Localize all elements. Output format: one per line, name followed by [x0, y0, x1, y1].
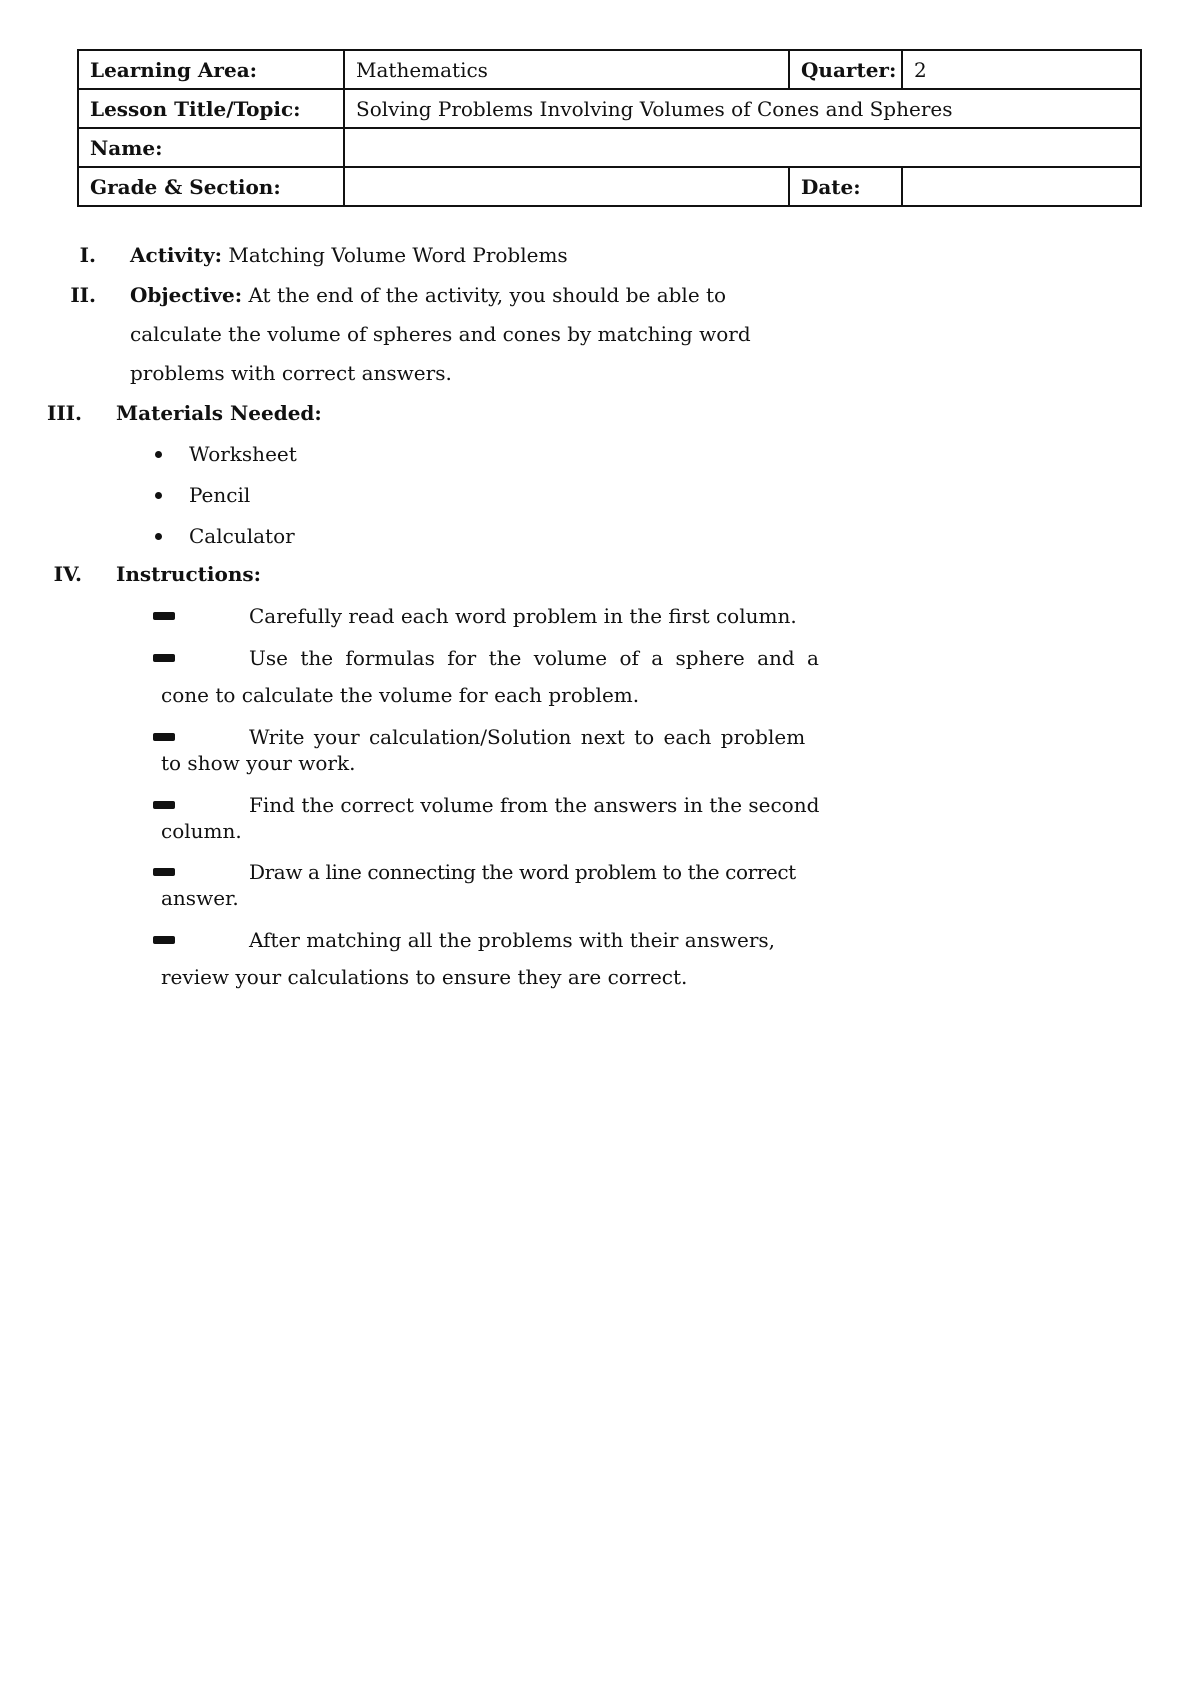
quarter-value: 2 [902, 50, 1141, 89]
objective-text: At the end of the activity, you should be able to [242, 283, 727, 307]
materials-heading: Materials Needed: [116, 401, 322, 425]
table-row [78, 128, 1141, 167]
date-field[interactable] [902, 167, 1141, 206]
name-label: Name: [78, 128, 344, 167]
activity-numeral: I. [79, 243, 96, 267]
lesson-header-table [77, 49, 1142, 207]
instruction-text: Write your calculation/Solution next to each problem [249, 725, 806, 749]
instruction-text: review your calculations to ensure they are correct. [161, 965, 688, 989]
table-row [78, 167, 1141, 206]
dash-bullet-icon [153, 733, 175, 741]
objective-text: calculate the volume of spheres and cones by matching word [130, 322, 751, 346]
list-item: Pencil [189, 483, 251, 507]
quarter-label: Quarter: [789, 50, 902, 89]
instruction-text: Find the correct volume from the answers in the second [249, 793, 820, 817]
dash-bullet-icon [153, 612, 175, 620]
dash-bullet-icon [153, 654, 175, 662]
instruction-text: to show your work. [161, 751, 356, 775]
instruction-text: answer. [161, 886, 239, 910]
bullet-icon [155, 533, 162, 540]
instructions-heading: Instructions: [116, 562, 262, 586]
instruction-text: column. [161, 819, 242, 843]
grade-section-label: Grade & Section: [78, 167, 344, 206]
name-field[interactable] [344, 128, 1141, 167]
objective-label: Objective: [130, 283, 243, 307]
bullet-icon [155, 451, 162, 458]
dash-bullet-icon [153, 868, 175, 876]
grade-section-field[interactable] [344, 167, 789, 206]
list-item: Worksheet [189, 442, 297, 466]
bullet-icon [155, 492, 162, 499]
instruction-text: Use the formulas for the volume of a sphere and a [249, 646, 819, 670]
lesson-title-label: Lesson Title/Topic: [78, 89, 344, 128]
objective-text: problems with correct answers. [130, 361, 452, 385]
activity-line [130, 243, 568, 267]
table-row [78, 89, 1141, 128]
instruction-text: After matching all the problems with their answers, [249, 928, 776, 952]
table-row [78, 50, 1141, 89]
date-label: Date: [789, 167, 902, 206]
instructions-numeral: IV. [53, 562, 82, 586]
dash-bullet-icon [153, 936, 175, 944]
activity-text: Matching Volume Word Problems [222, 243, 568, 267]
instruction-text: Draw a line connecting the word problem to the correct [249, 860, 796, 884]
materials-numeral: III. [46, 401, 82, 425]
instruction-text: cone to calculate the volume for each problem. [161, 683, 640, 707]
dash-bullet-icon [153, 801, 175, 809]
learning-area-value: Mathematics [344, 50, 789, 89]
learning-area-label: Learning Area: [78, 50, 344, 89]
lesson-title-value: Solving Problems Involving Volumes of Cones and Spheres [344, 89, 1141, 128]
objective-line [130, 283, 726, 307]
activity-label: Activity: [130, 243, 222, 267]
objective-numeral: II. [70, 283, 96, 307]
instruction-text: Carefully read each word problem in the first column. [249, 604, 797, 628]
list-item: Calculator [189, 524, 295, 548]
